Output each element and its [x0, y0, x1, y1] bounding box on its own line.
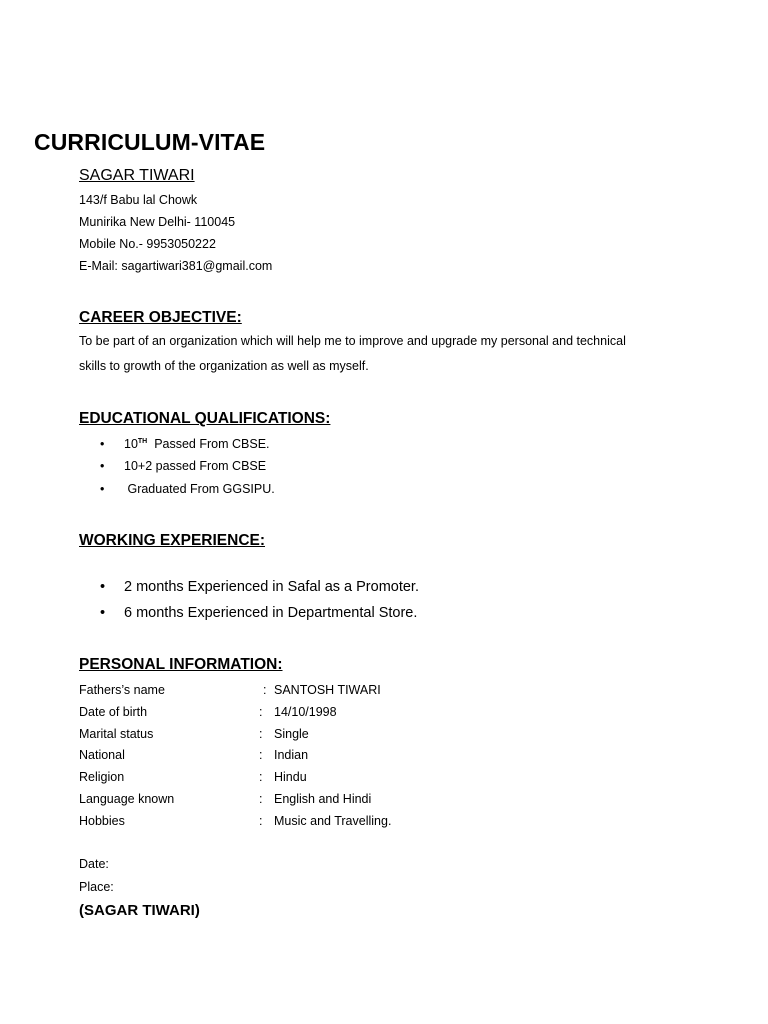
mobile-number: Mobile No.- 9953050222: [79, 237, 216, 251]
education-item: [100, 459, 266, 473]
info-label-religion: Religion: [79, 770, 125, 784]
bullet-icon: •: [100, 579, 106, 595]
info-colon: :: [259, 814, 263, 828]
info-colon: :: [259, 770, 263, 784]
info-value-national: Indian: [274, 748, 309, 762]
bullet-icon: •: [100, 459, 105, 473]
info-label-national: National: [79, 748, 125, 762]
info-value-marital-status: Single: [274, 727, 309, 741]
experience-heading: WORKING EXPERIENCE:: [79, 532, 266, 549]
place-label: Place:: [79, 880, 114, 894]
info-label-hobbies: Hobbies: [79, 814, 125, 828]
signature-name: (SAGAR TIWARI): [79, 902, 200, 919]
info-value-date-of-birth: 14/10/1998: [274, 705, 337, 719]
info-label-marital-status: Marital status: [79, 727, 154, 741]
info-colon: :: [259, 727, 263, 741]
info-label-language-known: Language known: [79, 792, 175, 806]
email-address: E-Mail: sagartiwari381@gmail.com: [79, 259, 273, 273]
education-item-rest: Passed From CBSE.: [147, 437, 270, 451]
education-item: [100, 437, 270, 451]
bullet-icon: •: [100, 605, 106, 621]
date-label: Date:: [79, 857, 109, 871]
info-colon: :: [263, 683, 267, 697]
education-item-main: 10: [124, 437, 138, 451]
experience-item: [100, 605, 417, 621]
education-item: [100, 482, 275, 496]
career-objective-line-1: To be part of an organization which will help me to improve and upgrade my personal and technical: [79, 334, 626, 348]
address-line-1: 143/f Babu lal Chowk: [79, 193, 198, 207]
info-label-date-of-birth: Date of birth: [79, 705, 148, 719]
address-line-2: Munirika New Delhi- 110045: [79, 215, 236, 229]
document-title: CURRICULUM-VITAE: [34, 129, 266, 155]
info-value-fathers-name: SANTOSH TIWARI: [274, 683, 381, 697]
info-value-hobbies: Music and Travelling.: [274, 814, 392, 828]
education-item-main: Graduated From GGSIPU.: [124, 482, 275, 496]
info-colon: :: [259, 792, 263, 806]
education-item-superscript: TH: [137, 438, 148, 445]
info-label-fathers-name: Fathers’s name: [79, 683, 165, 697]
info-colon: :: [259, 748, 263, 762]
career-objective-heading: CAREER OBJECTIVE:: [79, 309, 242, 326]
education-heading: EDUCATIONAL QUALIFICATIONS:: [79, 410, 331, 427]
personal-info-heading: PERSONAL INFORMATION:: [79, 656, 283, 673]
career-objective-line-2: skills to growth of the organization as well as myself.: [79, 359, 369, 373]
experience-item: [100, 579, 419, 595]
experience-item-text: 6 months Experienced in Departmental Store.: [124, 605, 418, 621]
info-value-language-known: English and Hindi: [274, 792, 372, 806]
bullet-icon: •: [100, 437, 105, 451]
info-value-religion: Hindu: [274, 770, 307, 784]
bullet-icon: •: [100, 482, 105, 496]
education-item-main: 10+2 passed From CBSE: [124, 459, 267, 473]
candidate-name: SAGAR TIWARI: [79, 167, 195, 184]
info-colon: :: [259, 705, 263, 719]
experience-item-text: 2 months Experienced in Safal as a Promoter.: [124, 579, 419, 595]
